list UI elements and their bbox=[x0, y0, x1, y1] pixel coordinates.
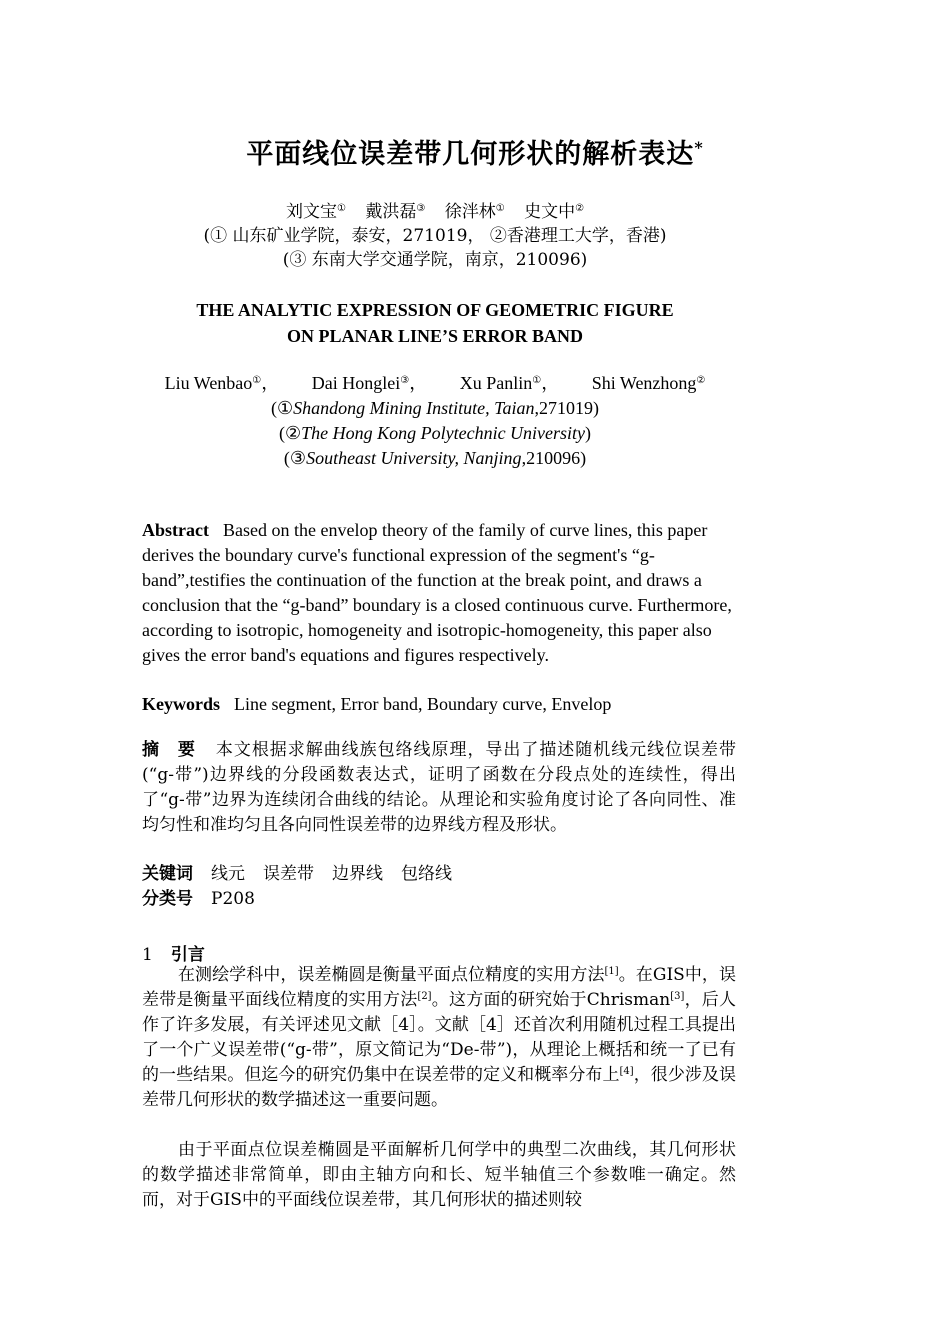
citation-mark: [1] bbox=[604, 966, 619, 977]
english-title bbox=[0, 297, 870, 349]
chinese-abstract bbox=[142, 738, 736, 838]
section-title: 引言 bbox=[170, 945, 205, 965]
cn-author: 刘文宝① bbox=[285, 202, 346, 222]
cn-abstract-label: 摘 要 bbox=[142, 740, 196, 760]
cn-keywords-label: 关键词 bbox=[142, 864, 193, 884]
section-number: 1 bbox=[142, 945, 153, 965]
keywords-label: Keywords bbox=[142, 694, 220, 714]
paragraph-text: ，后人作了许多发展，有关评述见文献［4］。文献［4］还首次利用随机过程工具提出了一个广义误差带(“g-带”，原文简记为“De-带”)，从理论上概括和统一了已有的一些结果。但迄今的研究仍集中在误差带的定义和概率分布上 bbox=[142, 990, 737, 1085]
cn-keyword: 误差带 bbox=[263, 864, 314, 884]
cn-keyword: 边界线 bbox=[332, 864, 383, 884]
citation-mark: [2] bbox=[417, 991, 432, 1002]
classification-number bbox=[142, 887, 742, 912]
section-heading bbox=[142, 940, 205, 965]
cn-keyword: 包络线 bbox=[401, 864, 452, 884]
cn-affiliation: (① 山东矿业学院，泰安，271019， ②香港理工大学，香港) bbox=[203, 226, 667, 246]
en-author: Shi Wenzhong② bbox=[591, 373, 706, 393]
paragraph-text: 由于平面点位误差椭圆是平面解析几何学中的典型二次曲线，其几何形状的数学描述非常简单，即由主轴方向和长、短半轴值三个参数唯一确定。然而，对于GIS中的平面线位误差带，其几何形状的描述则较 bbox=[142, 1140, 736, 1210]
cn-author-list bbox=[0, 200, 870, 224]
citation-mark: [4] bbox=[619, 1066, 634, 1077]
en-affiliation: (③Southeast University, Nanjing,210096) bbox=[283, 448, 587, 468]
keywords-text: Line segment, Error band, Boundary curve, Envelop bbox=[234, 694, 612, 714]
en-affiliation: (②The Hong Kong Polytechnic University) bbox=[278, 423, 592, 443]
abstract-text: Based on the envelop theory of the family of curve lines, this paper derives the boundary curve's functional expression of the segment's “g-band”,testifies the continuation of the function at the break point, and draws a conclusion that the “g-band” boundary is a closed continuous curve. Furthermore, according to isotropic, homogeneity and isotropic-homogeneity, this paper also gives the error band's equations and figures respectively. bbox=[142, 520, 732, 665]
classification-value: P208 bbox=[211, 889, 255, 909]
cn-author-block bbox=[0, 200, 870, 272]
paragraph-text: 在测绘学科中，误差椭圆是衡量平面点位精度的实用方法 bbox=[178, 965, 605, 985]
paragraph-text: ，很少涉及误差带几何形状的数学描述这一重要问题。 bbox=[142, 1065, 737, 1110]
english-keywords bbox=[142, 692, 742, 717]
en-author-list bbox=[0, 371, 870, 396]
paragraph-text: 。这方面的研究始于Chrisman bbox=[431, 990, 671, 1010]
cn-author: 史文中② bbox=[524, 202, 585, 222]
en-author: Xu Panlin①， bbox=[459, 373, 560, 393]
title-text: 平面线位误差带几何形状的解析表达 bbox=[246, 139, 695, 170]
chinese-keywords bbox=[142, 862, 742, 887]
cn-abstract-text: 本文根据求解曲线族包络线原理，导出了描述随机线元线位误差带(“g-带”)边界线的分段函数表达式，证明了函数在分段点处的连续性，得出了“g-带”边界为连续闭合曲线的结论。从理论和实验角度讨论了各向同性、准均匀性和准均匀且各向同性误差带的边界线方程及形状。 bbox=[142, 740, 737, 835]
classification-label: 分类号 bbox=[142, 889, 193, 909]
cn-author: 戴洪磊③ bbox=[365, 202, 426, 222]
paper-title bbox=[0, 132, 950, 171]
body-paragraph bbox=[142, 1138, 736, 1213]
cn-keyword: 线元 bbox=[211, 864, 245, 884]
cn-author: 徐泮林① bbox=[444, 202, 505, 222]
english-title-line: THE ANALYTIC EXPRESSION OF GEOMETRIC FIGURE bbox=[196, 300, 674, 320]
en-author: Dai Honglei③， bbox=[311, 373, 428, 393]
paragraph-text: 。在GIS中，误差带是衡量平面线位精度的实用方法 bbox=[142, 965, 736, 1010]
en-author-block bbox=[0, 371, 870, 471]
english-abstract bbox=[142, 518, 736, 668]
cn-affiliation: (③ 东南大学交通学院，南京，210096) bbox=[282, 250, 588, 270]
english-title-line: ON PLANAR LINE’S ERROR BAND bbox=[286, 326, 584, 346]
en-author: Liu Wenbao①， bbox=[164, 373, 280, 393]
abstract-label: Abstract bbox=[142, 520, 209, 540]
citation-mark: [3] bbox=[670, 991, 685, 1002]
title-footnote-mark: * bbox=[694, 138, 704, 157]
body-paragraph bbox=[142, 963, 736, 1113]
en-affiliation: (①Shandong Mining Institute, Taian,271019) bbox=[271, 398, 599, 418]
